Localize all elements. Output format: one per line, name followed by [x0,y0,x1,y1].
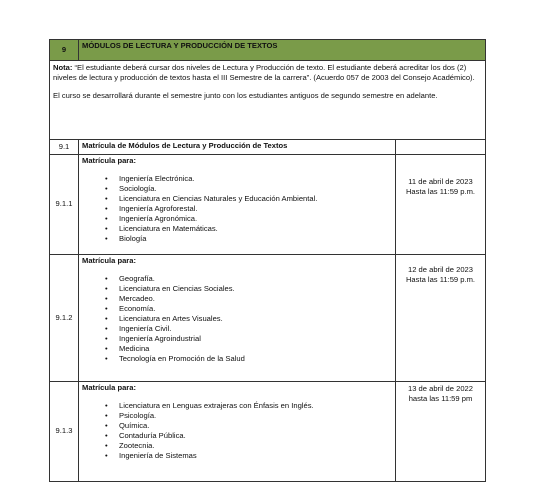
list-item: • Contaduría Pública. [105,431,392,441]
subsection-header-row [50,140,486,155]
programs-cell [79,382,396,482]
programs-list [105,274,392,364]
deadline-date: 12 de abril de 2023 [407,265,474,274]
list-item: • Licenciatura en Artes Visuales. [105,314,392,324]
section-title: MÓDULOS DE LECTURA Y PRODUCCIÓN DE TEXTOS [79,40,486,61]
note-paragraph [53,63,482,83]
programs-heading: Matrícula para: [82,256,137,265]
subsection-number: 9.1 [50,140,79,155]
list-item: • Química. [105,421,392,431]
list-item: • Licenciatura en Lenguas extrajeras con Énfasis en Inglés. [105,401,392,411]
list-item: • Zootecnia. [105,441,392,451]
deadline-cell [396,255,486,382]
table-row [50,382,486,482]
row-number: 9.1.3 [50,382,79,482]
list-item: • Ingeniería Agronómica. [105,214,392,224]
section-number: 9 [50,40,79,61]
programs-cell [79,155,396,255]
list-item: • Ingeniería Civil. [105,324,392,334]
table-row [50,155,486,255]
list-item: • Economía. [105,304,392,314]
note-label: Nota: [53,63,73,72]
empty-cell [396,140,486,155]
list-item: • Sociología. [105,184,392,194]
enrollment-table [49,39,486,482]
list-item: • Medicina [105,344,392,354]
deadline-time: Hasta las 11:59 p.m. [405,187,476,197]
list-item: • Licenciatura en Ciencias Naturales y Educación Ambiental. [105,194,392,204]
row-number: 9.1.2 [50,255,79,382]
list-item: • Psicología. [105,411,392,421]
section-header-row [50,40,486,61]
list-item: • Mercadeo. [105,294,392,304]
deadline-date: 13 de abril de 2022 [407,384,474,393]
row-number: 9.1.1 [50,155,79,255]
list-item: • Ingeniería Electrónica. [105,174,392,184]
deadline-cell [396,382,486,482]
programs-cell [79,255,396,382]
list-item: • Biología [105,234,392,244]
programs-list [105,174,392,244]
programs-list [105,401,392,461]
list-item: • Ingeniería de Sistemas [105,451,392,461]
list-item: • Licenciatura en Matemáticas. [105,224,392,234]
deadline-time: hasta las 11:59 pm [408,394,473,404]
list-item: • Tecnología en Promoción de la Salud [105,354,392,364]
programs-heading: Matrícula para: [82,156,137,165]
subsection-title: Matrícula de Módulos de Lectura y Producción de Textos [79,140,396,155]
note-cell [50,61,486,140]
deadline-date: 11 de abril de 2023 [408,177,473,186]
table-row [50,255,486,382]
list-item: • Geografía. [105,274,392,284]
note-row [50,61,486,140]
list-item: • Ingeniería Agroforestal. [105,204,392,214]
list-item: • Ingeniería Agroindustrial [105,334,392,344]
note-text: “El estudiante deberá cursar dos niveles de Lectura y Producción de texto. El estudiante deberá acreditar los dos (2) niveles de lectura y producción de textos hasta el III Semestre de la carrera”. (Acuerdo 057 de 2003 del Consejo Académico). [53,63,475,83]
deadline-cell [396,155,486,255]
deadline-time: Hasta las 11:59 p.m. [405,275,476,285]
note-paragraph-2: El curso se desarrollará durante el semestre junto con los estudiantes antiguos de segundo semestre en adelante. [53,91,438,101]
programs-heading: Matrícula para: [82,383,137,392]
list-item: • Licenciatura en Ciencias Sociales. [105,284,392,294]
